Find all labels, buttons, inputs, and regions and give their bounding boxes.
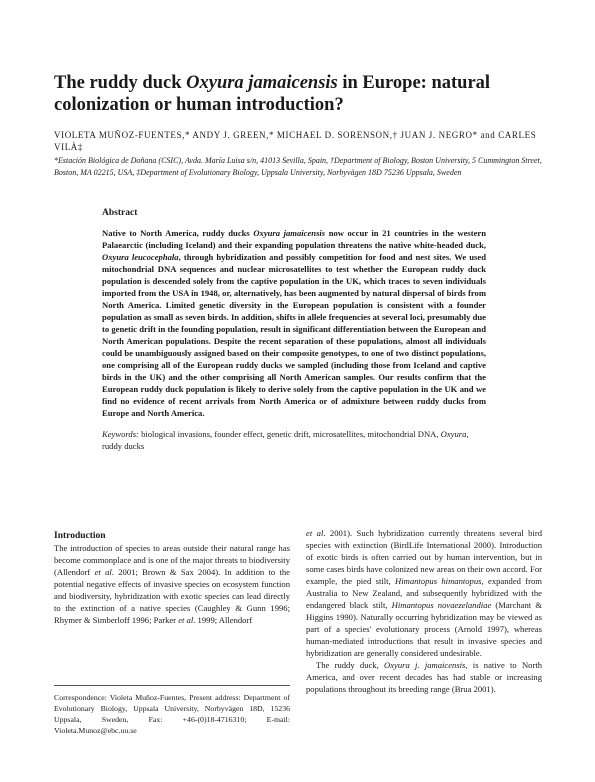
correspondence-note: Correspondence: Violeta Muñoz-Fuentes, Present address: Department of Evolutionary Biology, Uppsala University, Norbyvägen 18D, 15236 Uppsala, Sweden, Fax: +46-(0)18-4716310; E-mail: Violeta.Munoz@ebc.uu.se [54,693,290,735]
footnote-divider [54,685,290,686]
author-list: VIOLETA MUÑOZ-FUENTES,* ANDY J. GREEN,* MICHAEL D. SORENSON,† JUAN J. NEGRO* and CARLES VILÀ‡ [54,130,537,152]
author-affiliations: *Estación Biológica de Doñana (CSIC), Avda. María Luisa s/n, 41013 Sevilla, Spain, †Department of Biology, Boston University, 5 Cummington Street, Boston, MA 02215, USA, ‡Department of Evolutionary Biology, Uppsala University, Norbyvägen 18D 75236 Uppsala, Sweden [54,156,542,177]
keywords: Keywords: biological invasions, founder effect, genetic drift, microsatellites, mitochondrial DNA, Oxyura, ruddy ducks [102,429,469,451]
introduction-paragraph: The introduction of species to areas outside their natural range has become commonplace and is one of the major threats to biodiversity (Allendorf et al. 2001; Brown & Sax 2004). In addition to the potential negative effects of invasive species on ecosystem function and biodiversity, hybridization with exotic species can lead directly to the extinction of a native species (Caughley & Gunn 1996; Rhymer & Simberloff 1996; Parker et al. 1999; Allendorf [54,543,290,625]
article-title [54,72,544,116]
abstract-body: Native to North America, ruddy ducks Oxyura jamaicensis now occur in 21 countries in the western Palaearctic (including Iceland) and their expanding population threatens the native white-headed duck, Oxyura leucocephala, through hybridization and possibly competition for food and nest sites. We used mitochondrial DNA sequences and nuclear microsatellites to test whether the European ruddy duck population is descended solely from the captive population in the UK, which traces to seven individuals imported from the USA in 1948, or, alternatively, has been augmented by natural dispersal of birds from North America. Limited genetic diversity in the European population is consistent with a founder population as small as seven birds. In addition, shifts in allele frequencies at several loci, presumably due to genetic drift in the founding population, result in significant differentiation between the European and North American populations. Despite the recent separation of these populations, almost all individuals could be unambiguously assigned based on their composite genotypes, to one of two distinct populations, one comprising all of the European ruddy ducks we sampled (including those from Iceland and captive birds in the UK) and the other comprising all North American samples. Our results confirm that the European ruddy duck population is likely to derive solely from the captive population in the UK and we find no evidence of recent arrivals from North America or of admixture between ruddy ducks from Europe and North America. [102,228,487,418]
introduction-heading: Introduction [54,531,106,541]
left-column [54,530,290,626]
keywords-label: Keywords: [102,429,139,439]
title-text-end: in Europe: natural colonization or human introduction? [54,73,491,115]
right-column [306,527,542,695]
body-paragraph: The ruddy duck, Oxyura j. jamaicensis, is native to North America, and over recent decades has had stable or increasing populations throughout its breeding range (Brua 2001). [306,660,543,694]
abstract-heading: Abstract [102,208,138,218]
title-species: Oxyura jamaicensis [186,73,338,93]
title-text: The ruddy duck [54,73,187,93]
abstract-section [102,208,486,452]
body-paragraph: et al. 2001). Such hybridization currently threatens several bird species with extinction (BirdLife International 2000). Introduction of exotic birds is often carried out by human intervention, but in some cases birds have colonized new areas on their own accord. For example, the pied stilt, Himantopus himantopus, expanded from Australia to New Zealand, and subsequently hybridized with the endangered black stilt, Himantopus novaezelandiae (Marchant & Higgins 1990). Naturally occurring hybridization may be viewed as part of a species' evolutionary process (Arnold 1997), whereas human-mediated introductions that result in invasive species and hybridization are generally considered undesirable. [306,528,542,658]
